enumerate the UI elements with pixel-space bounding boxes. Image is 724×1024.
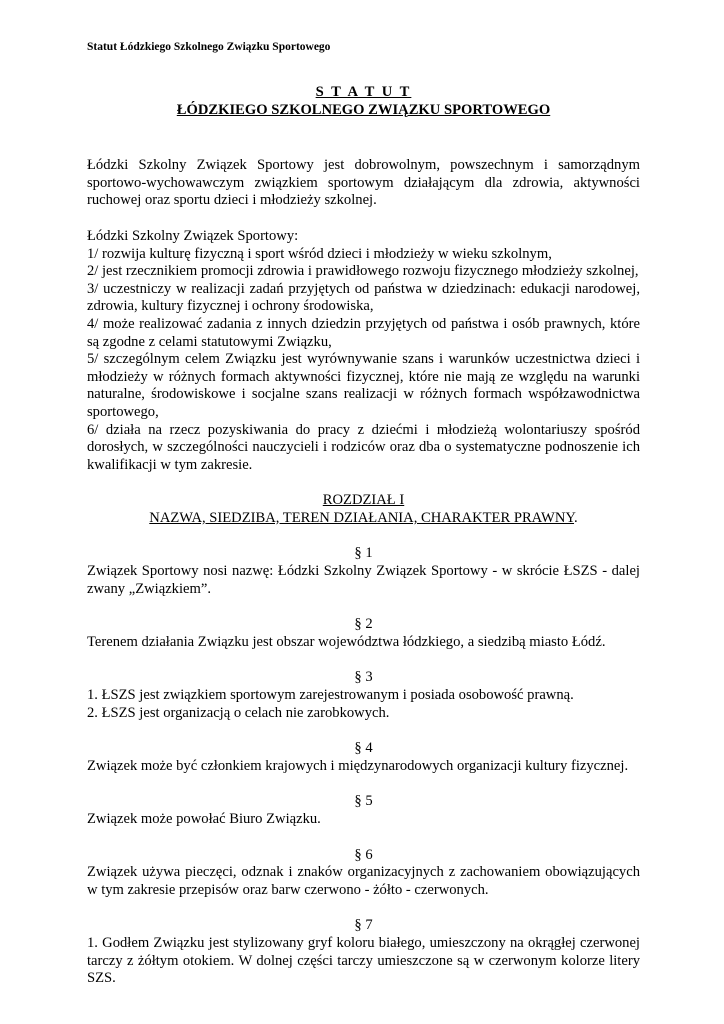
goals-list <box>87 228 640 474</box>
goal-item-3: 3/ uczestniczy w realizacji zadań przyjętych od państwa w dziedzinach: edukacji narodowej, zdrowia, kultury fizycznej i ochrony środowiska, <box>87 280 640 315</box>
intro-paragraph: Łódzki Szkolny Związek Sportowy jest dobrowolnym, powszechnym i samorządnym sportowo-wychowawczym związkiem sportowym działającym dla zdrowia, aktywności ruchowej oraz sportu dzieci i młodzieży szkolnej. <box>87 157 640 209</box>
title-line-2: ŁÓDZKIEGO SZKOLNEGO ZWIĄZKU SPORTOWEGO <box>176 101 551 118</box>
section-text: 1. Godłem Związku jest stylizowany gryf koloru białego, umieszczony na okrągłej czerwonej tarczy z żółtym otokiem. W dolnej części tarczy umieszczone są w czerwonym kolorze litery SZS. <box>87 934 640 987</box>
section-text: Związek może być członkiem krajowych i międzynarodowych organizacji kultury fizycznej. <box>87 757 629 774</box>
section-mark: § 3 <box>354 669 373 686</box>
section-1 <box>87 545 640 598</box>
goal-item-1: 1/ rozwija kulturę fizyczną i sport wśród dzieci i młodzieży w wieku szkolnym, <box>87 245 552 262</box>
goal-item-5: 5/ szczególnym celem Związku jest wyrównywanie szans i warunków uczestnictwa dzieci i młodzieży w różnych formach aktywności fizycznej, które nie mają ze względu na warunki naturalne, środowiskowe i socjalne szans realizacji w różnych formach współzawodnictwa sportowego, <box>87 351 640 420</box>
section-mark: § 4 <box>354 740 373 757</box>
section-5 <box>87 793 640 828</box>
chapter-title: NAZWA, SIEDZIBA, TEREN DZIAŁANIA, CHARAKTER PRAWNY <box>149 509 575 526</box>
goal-item-6: 6/ działa na rzecz pozyskiwania do pracy z dziećmi i młodzieżą wolontariuszy spośród dorosłych, w szczególności nauczycieli i rodziców oraz dba o systematyczne podnoszenie ich kwalifikacji w tym zakresie. <box>87 421 640 473</box>
goals-lead: Łódzki Szkolny Związek Sportowy: <box>87 227 299 244</box>
section-mark: § 5 <box>354 793 373 810</box>
section-7 <box>87 917 640 987</box>
running-header: Statut Łódzkiego Szkolnego Związku Sportowego <box>87 41 331 53</box>
section-text: Związek Sportowy nosi nazwę: Łódzki Szkolny Związek Sportowy - w skrócie ŁSZS - dalej zwany „Związkiem”. <box>87 563 640 597</box>
section-3 <box>87 669 640 722</box>
section-text: Związek może powołać Biuro Związku. <box>87 811 321 827</box>
section-text: 1. ŁSZS jest związkiem sportowym zarejestrowanym i posiada osobowość prawną. <box>87 687 574 704</box>
chapter-heading <box>87 492 640 527</box>
section-6 <box>87 847 640 900</box>
section-text: Związek używa pieczęci, odznak i znaków organizacyjnych z zachowaniem obowiązujących w tym zakresie przepisów oraz barw czerwono - żółto - czerwonych. <box>87 864 640 898</box>
section-2 <box>87 616 640 651</box>
document-body <box>87 84 640 988</box>
section-mark: § 1 <box>354 545 373 562</box>
chapter-title-line <box>87 510 640 528</box>
section-text: 2. ŁSZS jest organizacją o celach nie zarobkowych. <box>87 704 390 721</box>
section-mark: § 2 <box>354 616 373 633</box>
section-mark: § 6 <box>354 846 373 863</box>
section-4 <box>87 740 640 775</box>
goal-item-2: 2/ jest rzecznikiem promocji zdrowia i prawidłowego rozwoju fizycznego młodzieży szkolnej, <box>87 263 639 280</box>
chapter-title-suffix: . <box>574 509 578 526</box>
section-text: Terenem działania Związku jest obszar województwa łódzkiego, a siedzibą miasto Łódź. <box>87 633 606 650</box>
document-title <box>87 84 640 119</box>
title-line-1: S T A T U T <box>315 84 412 100</box>
goal-item-4: 4/ może realizować zadania z innych dziedzin przyjętych od państwa i osób prawnych, które są zgodne z celami statutowymi Związku, <box>87 315 640 350</box>
chapter-label: ROZDZIAŁ I <box>322 492 405 509</box>
section-mark: § 7 <box>354 917 373 934</box>
